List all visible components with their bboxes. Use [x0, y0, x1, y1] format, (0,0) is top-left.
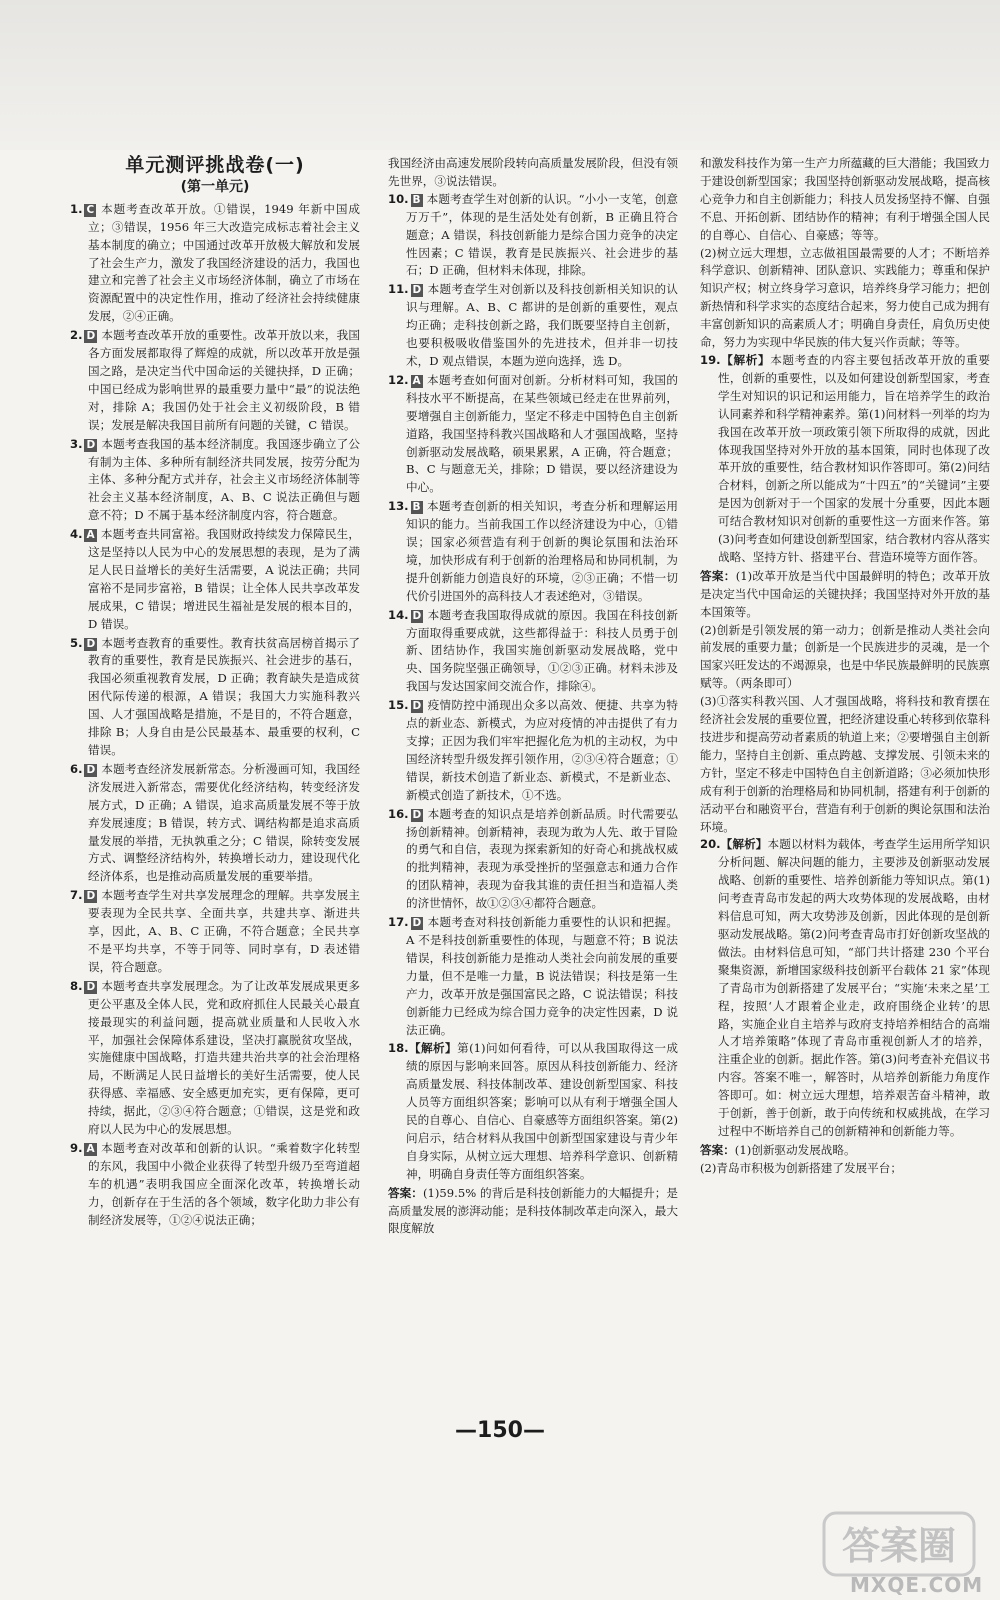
question-explanation: 本题考查学生对创新的认识。“小小一支笔，创意万万千”，体现的是生活处处有创新，B 正确且符合题意；A 错误，科技创新能力是综合国力竞争的决定性因素；C 错误，教育是民族振兴、社会进步的基石；D 正确，但材料未体现，排除。: [406, 191, 678, 278]
question-item: [70, 761, 360, 886]
continuation-paragraph: (2)创新是引领发展的第一动力；创新是推动人类社会向前发展的重要力量；创新是一个民族进步的灵魂，是一个国家兴旺发达的不竭源泉，也是中华民族最鲜明的民族禀赋等。（两条即可）: [700, 622, 990, 691]
question-explanation: 本题考查我国的基本经济制度。我国逐步确立了公有制为主体、多种所有制经济共同发展，按劳分配为主体、多种分配方式并存，社会主义市场经济体制等社会主义基本经济制度，A、B、C 说法正确但与题意不符；D 不属于基本经济制度内容，符合题意。: [88, 436, 360, 523]
question-number: 12.: [388, 372, 409, 387]
answer-choice-badge: A: [86, 529, 95, 542]
question-explanation: 本题考查改革开放的重要性。改革开放以来，我国各方面发展都取得了辉煌的成就，所以改革开放是强国之路，是决定当代中国命运的关键抉择，D 正确；中国已经成为影响世界的最重要力量中“最”的说法绝对，排除 A；我国仍处于社会主义初级阶段，B 错误；发展是解决我国目前所有问题的关键，C 错误。: [88, 328, 360, 432]
question-explanation: 本题考查对科技创新能力重要性的认识和把握。A 不是科技创新重要性的体现，与题意不符；B 说法错误，科技创新能力是推动人类社会向前发展的重要力量，但不是唯一力量，B 说法错误；科技是第一生产力，改革开放是强国富民之路，C 说法错误；科技创新能力已经成为综合国力竞争的决定性因素，D 说法正确。: [406, 915, 678, 1037]
page-subtitle: (第一单元): [180, 178, 250, 195]
answer-label: 答案：: [388, 1185, 423, 1200]
question-item: [388, 372, 678, 497]
question-item: [70, 1140, 360, 1230]
answer-paragraph: [700, 1142, 990, 1160]
question-item: [388, 806, 678, 913]
question-item: [388, 914, 678, 1039]
question-item: [70, 635, 360, 760]
analysis-tag: 【解析】: [408, 1041, 458, 1056]
watermark-text: 答案圈: [841, 1524, 957, 1568]
question-item: [388, 607, 678, 697]
column-3: [700, 155, 990, 1480]
question-explanation: 本题考查经济发展新常态。分析漫画可知，我国经济发展进入新常态，需要优化经济结构，转变经济发展方式，D 正确；A 错误，追求高质量发展不等于放弃发展速度；B 错误，转方式、调结构都是追求高质量发展的举措，无执孰重之分；C 错误，除转变发展方式、调整经济结构外，转换增长动力，建设现代化经济体系，也是推动高质量发展的重要举措。: [88, 761, 360, 884]
answer-text: (1)59.5% 的背后是科技创新能力的大幅提升；是高质量发展的澎湃动能；是科技体制改革走向深入，最大限度解放: [388, 1185, 678, 1236]
question-number: 16.: [388, 806, 409, 821]
answer-choice-badge: D: [412, 700, 422, 713]
question-explanation: 本题考查学生对创新以及科技创新相关知识的认识与理解。A、B、C 都讲的是创新的重要性，观点均正确；走科技创新之路，我们既要坚持自主创新，也要积极吸收借鉴国外的先进技术，但并非一切技术，D 观点错误，本题为逆向选择，选 D。: [406, 282, 678, 368]
page-title: 单元测评挑战卷(一): [125, 155, 305, 176]
answer-choice-badge: D: [412, 284, 422, 297]
answer-choice-badge: A: [86, 1142, 95, 1155]
question-number: 10.: [388, 191, 409, 206]
question-item: [388, 1040, 678, 1183]
answer-choice-badge: B: [412, 501, 421, 514]
answer-text: (1)创新驱动发展战略。: [734, 1142, 856, 1157]
answer-choice-badge: D: [412, 609, 422, 622]
question-number: 11.: [388, 282, 409, 297]
question-explanation: 本题考查学生对共享发展理念的理解。共享发展主要表现为全民共享、全面共享，共建共享、渐进共享，因此，A、B、C 正确，不符合题意；全民共享不是平均共享，不等于同等、同时享有，D 表述错误，符合题意。: [88, 888, 360, 974]
question-number: 13.: [388, 499, 409, 514]
question-item: [388, 697, 678, 804]
continuation-paragraph: 和激发科技作为第一生产力所蕴藏的巨大潜能；我国致力于建设创新型国家；我国坚持创新驱动发展战略，提高核心竞争力和自主创新能力；科技人员发扬坚持不懈、自强不息、开拓创新、团结协作的精神；有利于增强全国人民的自尊心、自信心、自豪感；等等。: [700, 156, 990, 242]
answer-choice-badge: D: [86, 637, 96, 650]
column-2: [388, 155, 678, 1480]
question-number: 4.: [70, 527, 83, 542]
question-item: [70, 436, 360, 526]
question-number: 18.: [388, 1041, 409, 1056]
question-item: [70, 201, 360, 326]
answer-label: 答案：: [700, 568, 736, 583]
answer-choice-badge: C: [86, 203, 95, 216]
question-explanation: 第(1)问如何看待，可以从我国取得这一成绩的原因与影响来回答。原因从科技创新能力、经济高质量发展、科技体制改革、建设创新型国家、科技人员等方面组织答案；影响可以从有利于增强全国人民的自尊心、自信心、自豪感等方面组织答案。第(2)问启示，结合材料从我国中创新型国家建设与青少年自身实际，从树立远大理想、培养科学意识、创新精神，明确自身责任等方面组织答案。: [406, 1041, 678, 1181]
answer-choice-badge: D: [86, 763, 96, 776]
question-explanation: 本题考查如何面对创新。分析材料可知，我国的科技水平不断提高，在某些领域已经走在世界前列，要增强自主创新能力，坚定不移走中国特色自主创新道路，我国坚持科教兴国战略和人才强国战略，坚持创新驱动发展战略，硕果累累，A 正确，符合题意；B、C 与题意无关，排除；D 错误，要以经济建设为中心。: [406, 372, 678, 495]
continuation-paragraph: 我国经济由高速发展阶段转向高质量发展阶段，但没有领先世界，③说法错误。: [388, 156, 678, 188]
analysis-tag: 【解析】: [720, 837, 768, 852]
question-number: 3.: [70, 436, 83, 451]
question-item: [700, 352, 990, 567]
page-top-margin: [0, 0, 1000, 150]
answer-choice-badge: A: [412, 374, 421, 387]
question-number: 15.: [388, 698, 409, 713]
question-number: 5.: [70, 635, 83, 650]
continuation-paragraph: (2)树立远大理想，立志做祖国最需要的人才；不断培养科学意识、创新精神、团队意识、实践能力；尊重和保护知识产权；树立终身学习意识，培养终身学习能力；把创新热情和科学求实的态度结合起来，努力使自己成为拥有丰富创新知识的高素质人才；明确自身责任，肩负历史使命，努力为实现中华民族的伟大复兴作贡献；等等。: [700, 245, 990, 350]
question-explanation: 本题以材料为载体，考查学生运用所学知识分析问题、解决问题的能力，主要涉及创新驱动发展战略、创新的重要性、培养创新能力等知识点。第(1)问考查青岛市发起的两大攻势体现的发展战略，由材料信息可知，两大攻势涉及创新，因此体现的是创新驱动发展战略。第(2)问考查青岛市打好创新攻坚战的做法。由材料信息可知，“部门共计搭建 230 个平台聚集资源，新增国家级科技创新平台载体 21 家”体现了青岛市为创新搭建了发展平台；“实施‘未来之星’工程，按照‘人才跟着企业走，政府围绕企业转’的思路，实施企业自主培养与政府支持培养相结合的高端人才培养策略”体现了青岛市重视创新人才的培养，注重企业的创新。据此作答。第(3)问考查补充倡议书内容。答案不唯一，解答时，从培养创新能力角度作答即可。如：树立远大理想，培养艰苦奋斗精神，敢于创新，善于创新，敢于向传统和权威挑战，在学习过程中不断培养自己的创新精神和创新能力等。: [718, 837, 990, 1138]
question-number: 7.: [70, 888, 83, 903]
watermark-url: MXQE.COM: [850, 1573, 984, 1597]
page-number: —150—: [455, 1418, 545, 1443]
question-explanation: 本题考查共同富裕。我国财政持续发力保障民生，这是坚持以人民为中心的发展思想的表现，是为了满足人民日益增长的美好生活需要，A 说法正确；共同富裕不是同步富裕，B 错误；让全体人民共享改革发展成果，C 错误；增进民生福祉是发展的根本目的，D 错误。: [88, 527, 360, 631]
question-explanation: 本题考查对改革和创新的认识。“乘着数字化转型的东风，我国中小微企业获得了转型升级乃至弯道超车的机遇”表明我国应全面深化改革，转换增长动力，创新存在于生活的各个领域，数字化助力非公有制经济发展等，①②④说法正确；: [88, 1140, 360, 1227]
question-explanation: 本题考查创新的相关知识，考查分析和理解运用知识的能力。当前我国工作以经济建设为中心，①错误；国家必须营造有利于创新的舆论氛围和法治环境，加快形成有利于创新的治理格局和协同机制，为提升创新能力创造良好的环境，②③正确；不惜一切代价引进国外的高科技人才表述绝对，③错误。: [406, 499, 678, 603]
answer-page: [70, 155, 990, 1485]
column-1: [70, 155, 360, 1480]
question-number: 2.: [70, 328, 83, 343]
question-explanation: 本题考查改革开放。①错误，1949 年新中国成立；③错误，1956 年三大改造完成标志着社会主义基本制度的确立；中国通过改革开放极大解放和发展了社会生产力，激发了我国经济建设的活力，我国也建立和完善了社会主义市场经济体制，确立了市场在资源配置中的决定性作用，推动了经济社会持续健康发展，②④正确。: [88, 201, 360, 324]
question-explanation: 本题考查我国取得成就的原因。我国在科技创新方面取得重要成就，这些都得益于：科技人员勇于创新、团结协作，我国实施创新驱动发展战略，党中央、国务院坚强正确领导，①②③正确。材料未涉及我国与发达国家间交流合作，排除④。: [406, 607, 678, 694]
question-item: [388, 498, 678, 605]
answer-text: (1)改革开放是当代中国最鲜明的特色；改革开放是决定当代中国命运的关键抉择；我国坚持对外开放的基本国策等。: [700, 568, 990, 619]
analysis-tag: 【解析】: [720, 352, 771, 367]
question-number: 9.: [70, 1140, 83, 1155]
question-item: [70, 978, 360, 1139]
question-item: [388, 281, 678, 371]
question-explanation: 本题考查的内容主要包括改革开放的重要性，创新的重要性，以及如何建设创新型国家，考查学生对知识的识记和运用能力，旨在培养学生的政治认同素养和科学精神素养。第(1)问材料一列举的均为我国在改革开放一项政策引领下所取得的成就，因此体现我国坚持对外开放的基本国策，同时也体现了改革开放的重要性，结合教材知识作答即可。第(2)问结合材料，创新之所以能成为“十四五”的“关键词”主要是因为创新对于一个国家的发展十分重要，因此本题可结合教材知识对创新的重要性这一方面来作答。第(3)问考查如何建设创新型国家，结合教材内容从落实战略、坚持方针、搭建平台、营造环境等方面作答。: [718, 352, 990, 564]
answer-choice-badge: D: [412, 917, 422, 930]
answer-choice-badge: D: [86, 890, 96, 903]
question-explanation: 本题考查教育的重要性。教育扶贫高居榜首揭示了教育的重要性，教育是民族振兴、社会进步的基石，我国必须重视教育发展，D 正确；教育缺失是造成贫困代际传递的根源，A 错误；我国大力实施科教兴国、人才强国战略是措施，不是目的，不符合题意，排除 B；人身自由是公民最基本、最重要的权利，C 错误。: [88, 635, 360, 757]
continuation-paragraph: (2)青岛市积极为创新搭建了发展平台；: [700, 1160, 902, 1175]
continuation-paragraph: (3)①落实科教兴国、人才强国战略，将科技和教育摆在经济社会发展的重要位置，把经济建设重心转移到依靠科技进步和提高劳动者素质的轨道上来；②要增强自主创新能力，坚持自主创新、重点跨越、支撑发展、引领未来的方针，坚定不移走中国特色自主创新道路；③必须加快形成有利于创新的治理格局和协同机制，搭建有利于创新的活动平台和融资平台，营造有利于创新的舆论氛围和法治环境。: [700, 694, 990, 834]
question-number: 8.: [70, 978, 83, 993]
question-item: [70, 327, 360, 434]
answer-label: 答案：: [700, 1142, 735, 1157]
question-number: 14.: [388, 607, 409, 622]
answer-paragraph: [700, 568, 990, 622]
answer-choice-badge: B: [412, 193, 421, 206]
answer-paragraph: [388, 1185, 678, 1239]
question-explanation: 疫情防控中涌现出众多以高效、便捷、共享为特点的新业态、新模式，为应对疫情的冲击提供了有力支撑；正因为我们牢牢把握化危为机的主动权，为中国经济转型升级发挥引领作用，②③④符合题意；①错误，新技术创造了新业态、新模式，不是新业态、新模式创造了新技术，①不选。: [406, 698, 678, 802]
answer-choice-badge: D: [86, 438, 96, 451]
question-item: [70, 526, 360, 633]
question-explanation: 本题考查共享发展理念。为了让改革发展成果更多更公平惠及全体人民，党和政府抓住人民最关心最直接最现实的利益问题，提高就业质量和人民收入水平，加强社会保障体系建设，坚决打赢脱贫攻坚战，实施健康中国战略，打造共建共治共享的社会治理格局，不断满足人民日益增长的美好生活需要，使人民获得感、幸福感、安全感更加充实，更有保障，更可持续，据此，②③④符合题意；①错误，这是党和政府以人民为中心的发展思想。: [88, 978, 360, 1137]
question-number: 20.: [700, 837, 721, 852]
answer-choice-badge: D: [86, 330, 96, 343]
question-number: 1.: [70, 201, 83, 216]
question-explanation: 本题考查的知识点是培养创新品质。时代需要弘扬创新精神。创新精神，表现为敢为人先、敢于冒险的勇气和自信，表现为探索新知的好奇心和挑战权威的批判精神，表现为承受挫折的坚强意志和通力合作的团队精神，表现为奋我其谁的责任担当和造福人类的济世情怀，故①②③④都符合题意。: [406, 806, 678, 911]
question-number: 6.: [70, 761, 83, 776]
question-item: [700, 836, 990, 1140]
answer-choice-badge: D: [86, 980, 96, 993]
answer-choice-badge: D: [412, 808, 422, 821]
question-number: 17.: [388, 915, 409, 930]
question-number: 19.: [700, 352, 721, 367]
question-item: [388, 191, 678, 281]
question-item: [70, 887, 360, 977]
